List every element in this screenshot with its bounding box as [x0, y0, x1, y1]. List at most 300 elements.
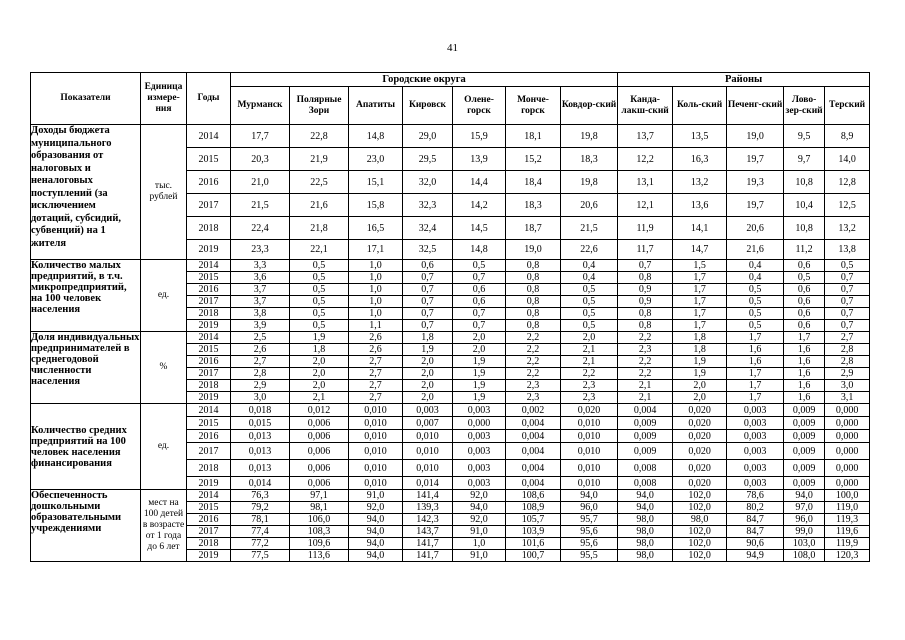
value-cell: 0,8: [506, 272, 561, 284]
year-cell: 2016: [187, 430, 231, 443]
value-cell: 0,010: [561, 430, 618, 443]
value-cell: 0,003: [453, 460, 506, 477]
value-cell: 2,5: [231, 332, 290, 344]
year-cell: 2015: [187, 148, 231, 171]
value-cell: 2,8: [825, 356, 870, 368]
value-cell: 0,5: [290, 260, 349, 272]
value-cell: 0,013: [231, 460, 290, 477]
value-cell: 119,6: [825, 526, 870, 538]
value-cell: 95,6: [561, 538, 618, 550]
value-cell: 0,020: [673, 477, 727, 490]
value-cell: 0,010: [349, 417, 403, 430]
header-unit: Единица измере-ния: [141, 73, 187, 125]
year-cell: 2014: [187, 125, 231, 148]
year-cell: 2014: [187, 332, 231, 344]
value-cell: 15,1: [349, 171, 403, 194]
header-group-districts: Районы: [618, 73, 870, 87]
value-cell: 108,9: [506, 502, 561, 514]
value-cell: 0,8: [506, 308, 561, 320]
value-cell: 0,000: [825, 430, 870, 443]
year-cell: 2014: [187, 404, 231, 417]
value-cell: 0,7: [618, 260, 673, 272]
value-cell: 0,004: [506, 477, 561, 490]
value-cell: 98,1: [290, 502, 349, 514]
value-cell: 94,0: [349, 538, 403, 550]
value-cell: 2,1: [618, 380, 673, 392]
value-cell: 105,7: [506, 514, 561, 526]
value-cell: 0,5: [727, 296, 784, 308]
value-cell: 0,003: [727, 443, 784, 460]
value-cell: 77,2: [231, 538, 290, 550]
value-cell: 0,003: [453, 404, 506, 417]
value-cell: 2,7: [231, 356, 290, 368]
value-cell: 91,0: [453, 526, 506, 538]
value-cell: 141,7: [403, 550, 453, 562]
value-cell: 98,0: [673, 514, 727, 526]
value-cell: 18,1: [506, 125, 561, 148]
value-cell: 0,6: [784, 260, 825, 272]
value-cell: 1,7: [673, 296, 727, 308]
value-cell: 84,7: [727, 514, 784, 526]
value-cell: 1,7: [727, 392, 784, 404]
value-cell: 0,7: [403, 320, 453, 332]
value-cell: 94,0: [561, 490, 618, 502]
value-cell: 12,2: [618, 148, 673, 171]
value-cell: 3,6: [231, 272, 290, 284]
column-header: Ковдор-ский: [561, 87, 618, 125]
value-cell: 2,1: [561, 344, 618, 356]
value-cell: 0,010: [561, 460, 618, 477]
value-cell: 32,0: [403, 171, 453, 194]
value-cell: 0,003: [403, 404, 453, 417]
year-cell: 2018: [187, 308, 231, 320]
value-cell: 13,5: [673, 125, 727, 148]
value-cell: 1,0: [349, 296, 403, 308]
value-cell: 14,5: [453, 217, 506, 240]
value-cell: 0,020: [673, 404, 727, 417]
value-cell: 22,4: [231, 217, 290, 240]
value-cell: 0,7: [403, 308, 453, 320]
value-cell: 0,7: [403, 296, 453, 308]
value-cell: 22,8: [290, 125, 349, 148]
column-header: Кировск: [403, 87, 453, 125]
value-cell: 13,9: [453, 148, 506, 171]
value-cell: 0,018: [231, 404, 290, 417]
value-cell: 91,0: [453, 550, 506, 562]
value-cell: 13,2: [825, 217, 870, 240]
value-cell: 11,2: [784, 240, 825, 260]
value-cell: 0,5: [290, 296, 349, 308]
value-cell: 0,4: [561, 272, 618, 284]
value-cell: 120,3: [825, 550, 870, 562]
value-cell: 106,0: [290, 514, 349, 526]
value-cell: 2,0: [290, 356, 349, 368]
value-cell: 98,0: [618, 514, 673, 526]
value-cell: 0,6: [784, 320, 825, 332]
column-header: Мурманск: [231, 87, 290, 125]
value-cell: 8,9: [825, 125, 870, 148]
column-header: Лово-зер-ский: [784, 87, 825, 125]
value-cell: 2,2: [561, 368, 618, 380]
value-cell: 0,020: [673, 430, 727, 443]
table-row: [31, 332, 870, 344]
value-cell: 94,0: [453, 502, 506, 514]
value-cell: 15,8: [349, 194, 403, 217]
value-cell: 19,7: [727, 194, 784, 217]
value-cell: 1,0: [349, 272, 403, 284]
value-cell: 1,6: [727, 344, 784, 356]
value-cell: 78,1: [231, 514, 290, 526]
value-cell: 19,7: [727, 148, 784, 171]
value-cell: 0,6: [453, 296, 506, 308]
value-cell: 1,7: [673, 308, 727, 320]
value-cell: 0,5: [561, 296, 618, 308]
value-cell: 1,8: [673, 344, 727, 356]
value-cell: 13,6: [673, 194, 727, 217]
value-cell: 14,8: [453, 240, 506, 260]
value-cell: 97,1: [290, 490, 349, 502]
value-cell: 3,7: [231, 296, 290, 308]
value-cell: 94,0: [618, 490, 673, 502]
value-cell: 2,3: [506, 380, 561, 392]
value-cell: 0,6: [453, 284, 506, 296]
value-cell: 29,5: [403, 148, 453, 171]
value-cell: 2,7: [825, 332, 870, 344]
value-cell: 2,2: [506, 344, 561, 356]
year-cell: 2019: [187, 477, 231, 490]
value-cell: 2,2: [618, 356, 673, 368]
value-cell: 119,3: [825, 514, 870, 526]
value-cell: 21,6: [290, 194, 349, 217]
value-cell: 0,7: [453, 272, 506, 284]
value-cell: 1,1: [349, 320, 403, 332]
value-cell: 101,6: [506, 538, 561, 550]
value-cell: 23,3: [231, 240, 290, 260]
value-cell: 0,000: [825, 443, 870, 460]
value-cell: 2,1: [561, 356, 618, 368]
value-cell: 0,9: [618, 296, 673, 308]
year-cell: 2015: [187, 344, 231, 356]
indicator-label: Количество средних предприятий на 100 человек населения финансирования: [31, 404, 141, 490]
value-cell: 0,8: [506, 296, 561, 308]
value-cell: 29,0: [403, 125, 453, 148]
value-cell: 0,5: [727, 320, 784, 332]
year-cell: 2018: [187, 217, 231, 240]
value-cell: 0,5: [290, 320, 349, 332]
value-cell: 0,010: [403, 443, 453, 460]
value-cell: 139,3: [403, 502, 453, 514]
year-cell: 2019: [187, 392, 231, 404]
value-cell: 0,009: [618, 443, 673, 460]
value-cell: 0,010: [561, 417, 618, 430]
value-cell: 0,8: [618, 320, 673, 332]
value-cell: 2,0: [290, 380, 349, 392]
value-cell: 0,004: [506, 417, 561, 430]
value-cell: 14,1: [673, 217, 727, 240]
value-cell: 20,3: [231, 148, 290, 171]
value-cell: 3,3: [231, 260, 290, 272]
value-cell: 15,2: [506, 148, 561, 171]
value-cell: 142,3: [403, 514, 453, 526]
value-cell: 102,0: [673, 490, 727, 502]
value-cell: 98,0: [618, 550, 673, 562]
value-cell: 91,0: [349, 490, 403, 502]
column-header: Печенг-ский: [727, 87, 784, 125]
value-cell: 0,010: [349, 443, 403, 460]
value-cell: 0,007: [403, 417, 453, 430]
value-cell: 0,003: [727, 477, 784, 490]
value-cell: 2,8: [231, 368, 290, 380]
value-cell: 0,5: [561, 284, 618, 296]
value-cell: 0,5: [727, 284, 784, 296]
column-header: Канда-лакш-ский: [618, 87, 673, 125]
value-cell: 1,9: [453, 368, 506, 380]
value-cell: 15,9: [453, 125, 506, 148]
value-cell: 0,7: [403, 284, 453, 296]
year-cell: 2017: [187, 443, 231, 460]
value-cell: 19,8: [561, 171, 618, 194]
value-cell: 32,4: [403, 217, 453, 240]
year-cell: 2016: [187, 284, 231, 296]
year-cell: 2015: [187, 272, 231, 284]
value-cell: 2,3: [561, 392, 618, 404]
value-cell: 0,6: [784, 284, 825, 296]
value-cell: 1,9: [453, 356, 506, 368]
year-cell: 2015: [187, 502, 231, 514]
value-cell: 76,3: [231, 490, 290, 502]
value-cell: 2,0: [403, 368, 453, 380]
value-cell: 0,013: [231, 443, 290, 460]
year-cell: 2017: [187, 526, 231, 538]
value-cell: 95,6: [561, 526, 618, 538]
table-row: [31, 404, 870, 417]
value-cell: 2,6: [349, 332, 403, 344]
value-cell: 92,0: [453, 490, 506, 502]
year-cell: 2016: [187, 171, 231, 194]
value-cell: 19,0: [506, 240, 561, 260]
value-cell: 21,8: [290, 217, 349, 240]
value-cell: 0,7: [825, 320, 870, 332]
value-cell: 0,4: [727, 260, 784, 272]
year-cell: 2017: [187, 194, 231, 217]
header-indicator: Показатели: [31, 73, 141, 125]
value-cell: 0,8: [506, 260, 561, 272]
value-cell: 0,7: [825, 308, 870, 320]
value-cell: 0,4: [727, 272, 784, 284]
value-cell: 143,7: [403, 526, 453, 538]
value-cell: 0,020: [673, 417, 727, 430]
value-cell: 77,4: [231, 526, 290, 538]
value-cell: 0,006: [290, 443, 349, 460]
value-cell: 0,000: [825, 417, 870, 430]
value-cell: 94,0: [618, 502, 673, 514]
value-cell: 0,5: [290, 308, 349, 320]
value-cell: 99,0: [784, 526, 825, 538]
value-cell: 0,013: [231, 430, 290, 443]
value-cell: 3,1: [825, 392, 870, 404]
year-cell: 2016: [187, 514, 231, 526]
value-cell: 0,009: [784, 443, 825, 460]
value-cell: 10,8: [784, 171, 825, 194]
value-cell: 21,0: [231, 171, 290, 194]
value-cell: 119,0: [825, 502, 870, 514]
value-cell: 1,0: [349, 308, 403, 320]
value-cell: 1,7: [727, 380, 784, 392]
value-cell: 0,000: [453, 417, 506, 430]
value-cell: 2,1: [290, 392, 349, 404]
unit-label: ед.: [141, 404, 187, 490]
column-header: Монче-горск: [506, 87, 561, 125]
value-cell: 0,004: [506, 460, 561, 477]
value-cell: 2,9: [231, 380, 290, 392]
table-row: [31, 125, 870, 148]
value-cell: 1,8: [290, 344, 349, 356]
value-cell: 12,8: [825, 171, 870, 194]
value-cell: 92,0: [453, 514, 506, 526]
value-cell: 14,4: [453, 171, 506, 194]
value-cell: 0,006: [290, 460, 349, 477]
value-cell: 0,000: [825, 460, 870, 477]
value-cell: 0,5: [784, 272, 825, 284]
value-cell: 1,6: [784, 380, 825, 392]
value-cell: 119,9: [825, 538, 870, 550]
value-cell: 0,003: [453, 430, 506, 443]
value-cell: 0,014: [403, 477, 453, 490]
value-cell: 0,004: [618, 404, 673, 417]
value-cell: 1,8: [403, 332, 453, 344]
value-cell: 0,010: [349, 477, 403, 490]
value-cell: 2,0: [673, 392, 727, 404]
value-cell: 2,3: [506, 392, 561, 404]
value-cell: 0,010: [561, 477, 618, 490]
value-cell: 14,0: [825, 148, 870, 171]
value-cell: 1,0: [349, 260, 403, 272]
value-cell: 94,0: [349, 514, 403, 526]
value-cell: 20,6: [561, 194, 618, 217]
value-cell: 0,7: [825, 272, 870, 284]
indicator-label: Доходы бюджета муниципального образования от налоговых и неналоговых поступлений (за исключением дотаций, субсидий, субвенций) на 1 жителя: [31, 125, 141, 260]
value-cell: 21,5: [231, 194, 290, 217]
value-cell: 14,2: [453, 194, 506, 217]
value-cell: 0,006: [290, 477, 349, 490]
value-cell: 102,0: [673, 526, 727, 538]
value-cell: 95,7: [561, 514, 618, 526]
value-cell: 0,008: [618, 477, 673, 490]
year-cell: 2015: [187, 417, 231, 430]
year-cell: 2019: [187, 320, 231, 332]
value-cell: 98,0: [618, 526, 673, 538]
value-cell: 0,5: [825, 260, 870, 272]
value-cell: 0,5: [290, 272, 349, 284]
value-cell: 141,4: [403, 490, 453, 502]
year-cell: 2019: [187, 240, 231, 260]
year-cell: 2018: [187, 538, 231, 550]
value-cell: 0,012: [290, 404, 349, 417]
value-cell: 18,4: [506, 171, 561, 194]
value-cell: 0,4: [561, 260, 618, 272]
value-cell: 2,0: [453, 332, 506, 344]
value-cell: 2,2: [618, 368, 673, 380]
value-cell: 13,7: [618, 125, 673, 148]
value-cell: 1,9: [403, 344, 453, 356]
value-cell: 77,5: [231, 550, 290, 562]
value-cell: 97,0: [784, 502, 825, 514]
value-cell: 0,009: [784, 404, 825, 417]
value-cell: 3,9: [231, 320, 290, 332]
header-year: Годы: [187, 73, 231, 125]
column-header: Коль-ский: [673, 87, 727, 125]
value-cell: 0,003: [453, 477, 506, 490]
value-cell: 12,1: [618, 194, 673, 217]
value-cell: 3,0: [825, 380, 870, 392]
value-cell: 90,6: [727, 538, 784, 550]
value-cell: 0,003: [727, 417, 784, 430]
value-cell: 21,5: [561, 217, 618, 240]
value-cell: 32,3: [403, 194, 453, 217]
value-cell: 1,9: [453, 392, 506, 404]
value-cell: 80,2: [727, 502, 784, 514]
value-cell: 102,0: [673, 550, 727, 562]
value-cell: 1,6: [784, 392, 825, 404]
value-cell: 0,020: [673, 460, 727, 477]
value-cell: 108,3: [290, 526, 349, 538]
value-cell: 1,7: [727, 368, 784, 380]
header-group-urban: Городские округа: [231, 73, 618, 87]
value-cell: 14,8: [349, 125, 403, 148]
value-cell: 103,9: [506, 526, 561, 538]
value-cell: 0,6: [784, 308, 825, 320]
value-cell: 0,009: [618, 417, 673, 430]
value-cell: 2,6: [231, 344, 290, 356]
value-cell: 2,2: [506, 368, 561, 380]
value-cell: 2,2: [506, 356, 561, 368]
value-cell: 0,003: [727, 430, 784, 443]
value-cell: 23,0: [349, 148, 403, 171]
value-cell: 0,5: [561, 320, 618, 332]
value-cell: 84,7: [727, 526, 784, 538]
value-cell: 1,5: [673, 260, 727, 272]
value-cell: 0,8: [618, 308, 673, 320]
value-cell: 18,3: [561, 148, 618, 171]
value-cell: 0,009: [784, 477, 825, 490]
value-cell: 1,7: [784, 332, 825, 344]
value-cell: 96,0: [561, 502, 618, 514]
value-cell: 108,0: [784, 550, 825, 562]
value-cell: 113,6: [290, 550, 349, 562]
value-cell: 0,010: [403, 460, 453, 477]
value-cell: 1,9: [673, 368, 727, 380]
value-cell: 0,5: [453, 260, 506, 272]
value-cell: 102,0: [673, 502, 727, 514]
value-cell: 95,5: [561, 550, 618, 562]
statistics-table: [30, 72, 870, 562]
value-cell: 0,7: [403, 272, 453, 284]
value-cell: 10,8: [784, 217, 825, 240]
value-cell: 0,8: [506, 284, 561, 296]
value-cell: 0,5: [561, 308, 618, 320]
value-cell: 0,020: [561, 404, 618, 417]
value-cell: 21,6: [727, 240, 784, 260]
value-cell: 0,020: [673, 443, 727, 460]
value-cell: 13,2: [673, 171, 727, 194]
year-cell: 2014: [187, 490, 231, 502]
value-cell: 0,009: [618, 430, 673, 443]
value-cell: 14,7: [673, 240, 727, 260]
value-cell: 0,004: [506, 430, 561, 443]
value-cell: 0,003: [727, 404, 784, 417]
year-cell: 2017: [187, 368, 231, 380]
value-cell: 0,7: [825, 296, 870, 308]
